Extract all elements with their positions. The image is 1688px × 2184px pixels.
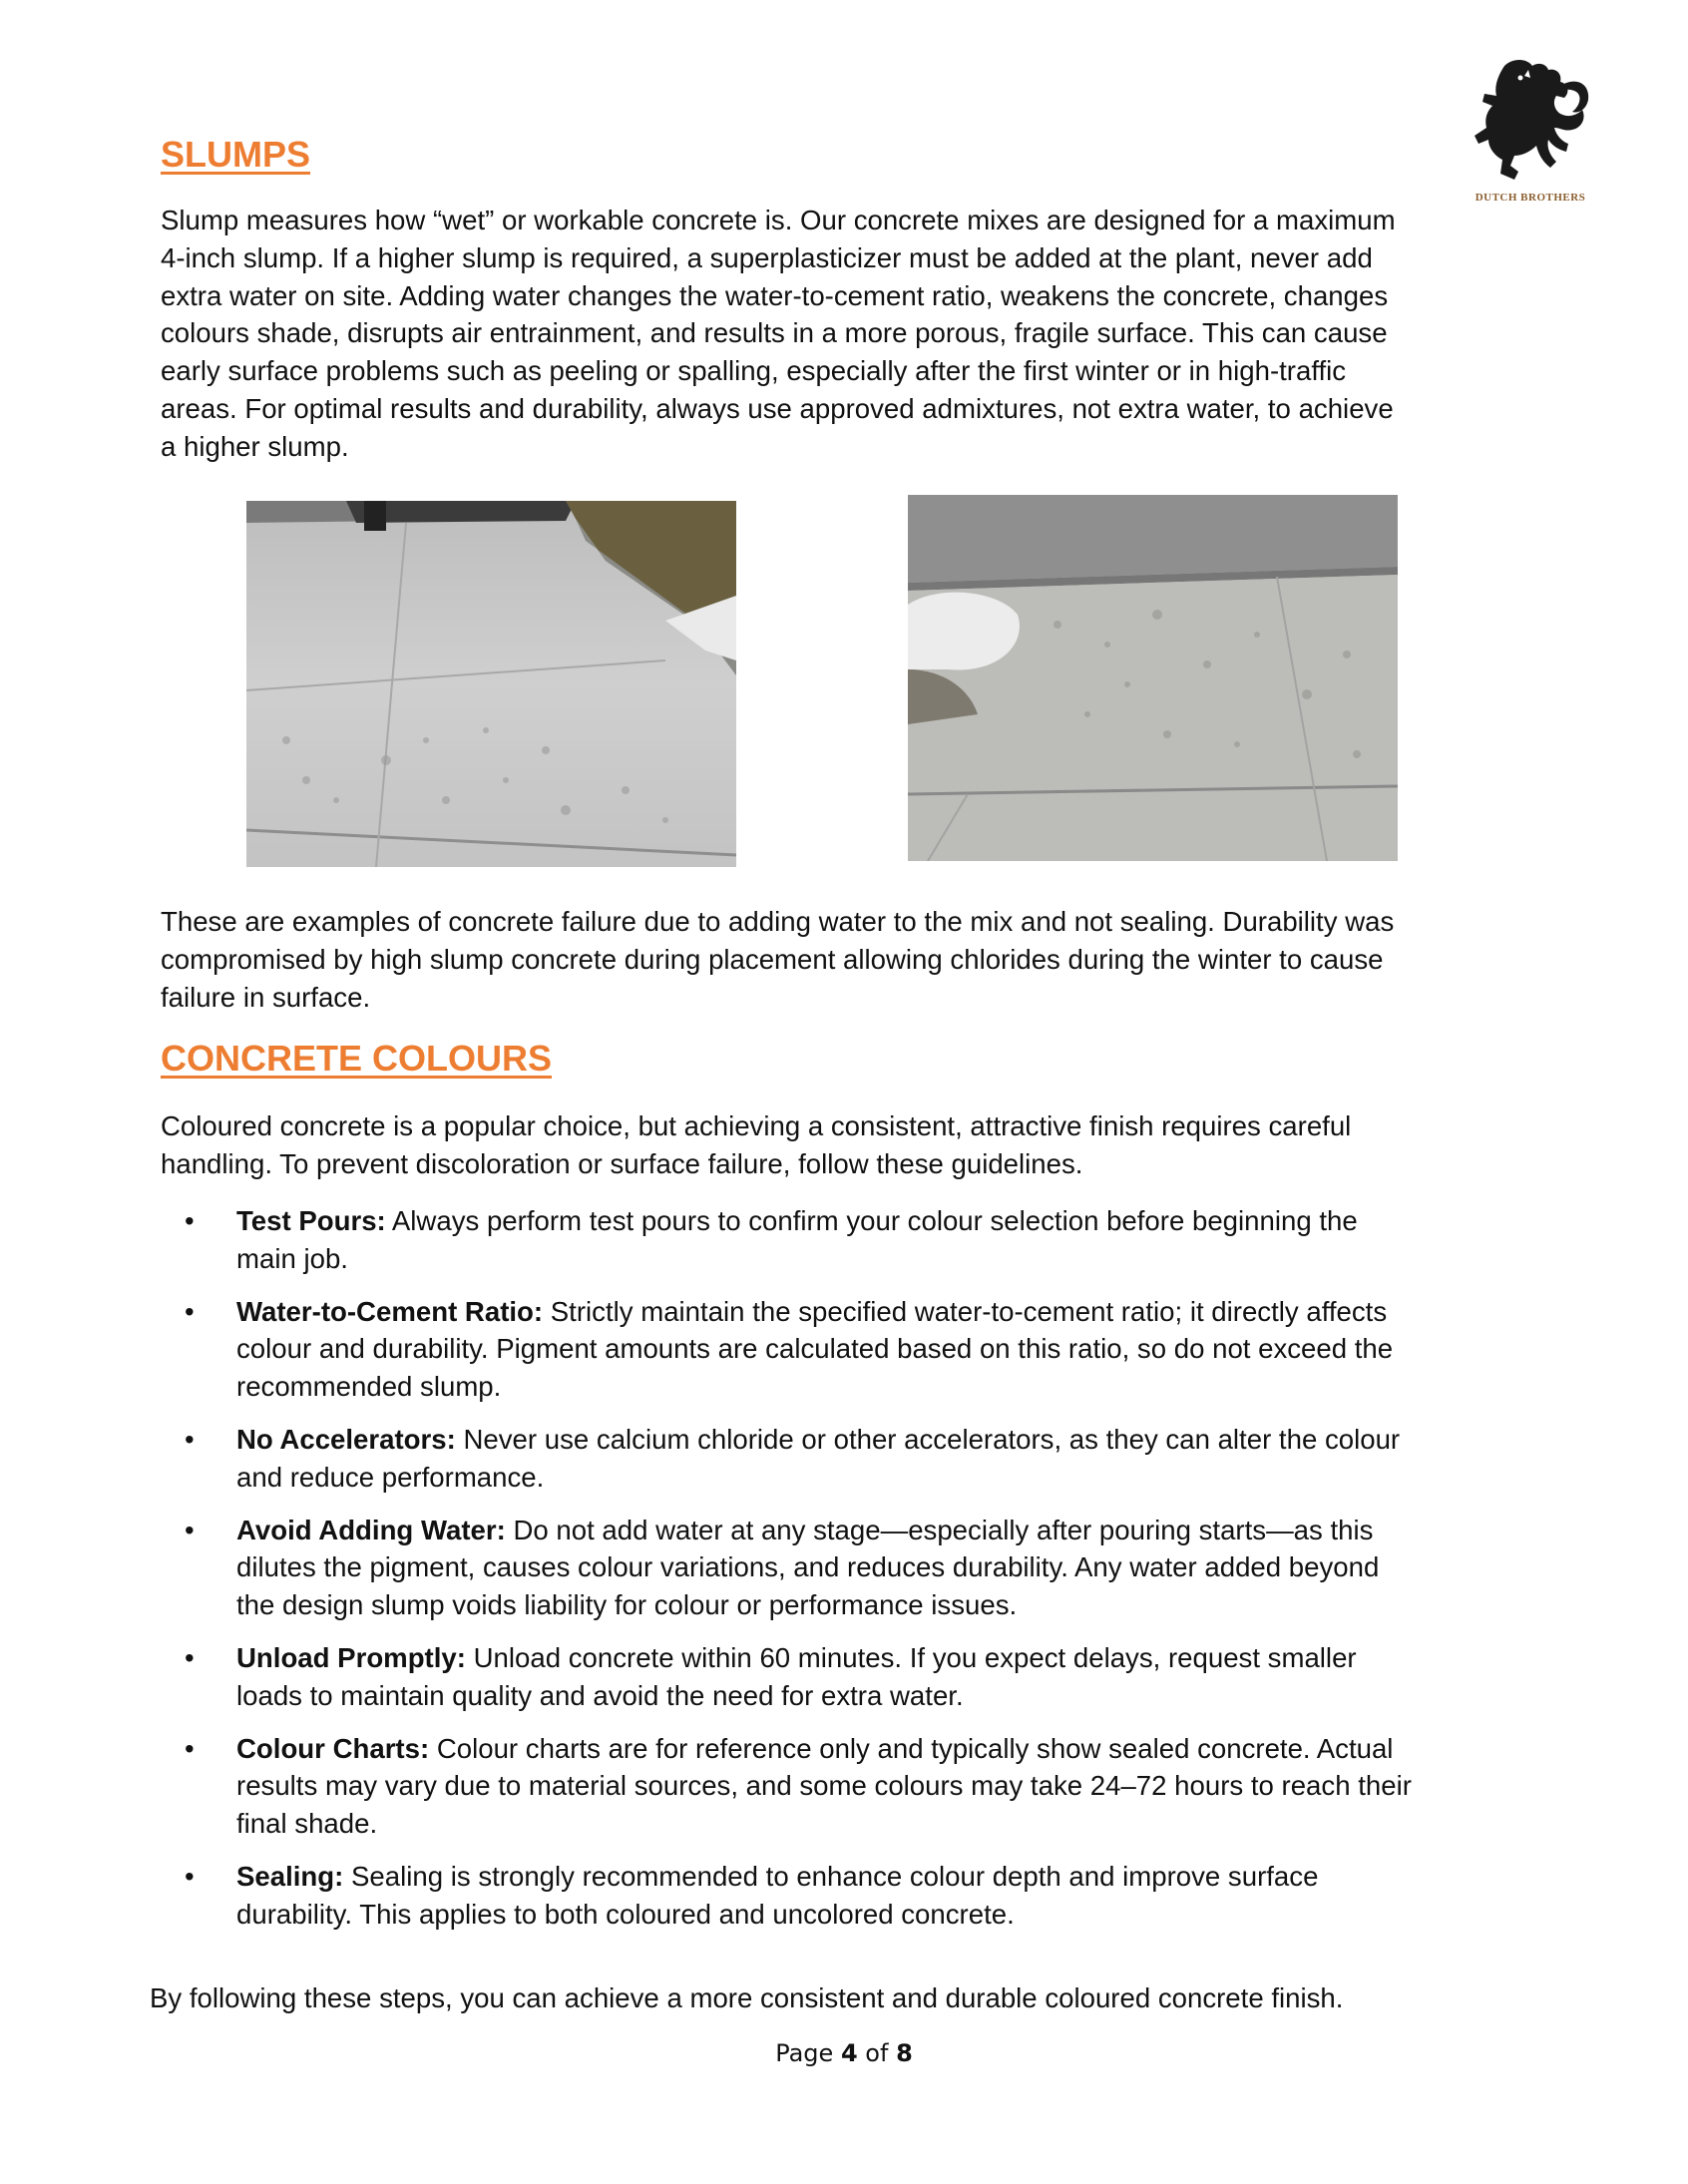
item-text: final shade. [236,1808,378,1840]
guidelines-list-container [161,1202,1557,1949]
guidelines-list [161,1202,1557,1934]
page-total: 8 [896,2039,913,2067]
paragraph-line: compromised by high slump concrete during placement allowing chlorides during the winter to cause [161,943,1384,975]
item-text: results may vary due to material sources, and some colours may take 24–72 hours to reach their [236,1770,1412,1802]
paragraph-line: early surface problems such as peeling or spalling, especially after the first winter or in high-traffic [161,355,1347,387]
item-text: Sealing is strongly recommended to enhance colour depth and improve surface [343,1860,1319,1892]
item-text: recommended slump. [236,1371,502,1403]
paragraph-line: failure in surface. [161,981,371,1013]
slumps-heading: SLUMPS [161,134,311,175]
list-item [161,1858,1557,1934]
slumps-paragraph [161,202,1537,466]
concrete-failure-photo-right [908,495,1398,861]
item-text: Do not add water at any stage—especially after pouring starts—as this [505,1514,1374,1545]
page-of-label: of [865,2039,889,2067]
item-title: Colour Charts: [236,1732,430,1764]
item-text: Always perform test pours to confirm your colour selection before beginning the [385,1205,1358,1236]
paragraph-line: extra water on site. Adding water changes the water-to-cement ratio, weakens the concrete, changes [161,279,1389,311]
page-number: 4 [840,2039,858,2067]
paragraph-line: a higher slump. [161,430,349,462]
item-text: durability. This applies to both coloured and uncolored concrete. [236,1898,1015,1930]
bullet-icon: • [185,1295,195,1327]
paragraph-line: These are examples of concrete failure due to adding water to the mix and not sealing. Durability was [161,906,1395,937]
closing-sentence: By following these steps, you can achieve a more consistent and durable coloured concrete finish. [150,1982,1344,2013]
concrete-colours-heading: CONCRETE COLOURS [161,1038,553,1079]
list-item [161,1512,1557,1624]
paragraph-line: colours shade, disrupts air entrainment, and results in a more porous, fragile surface. This can cause [161,317,1388,349]
item-text: Unload concrete within 60 minutes. If you expect delays, request smaller [465,1641,1357,1673]
paragraph-line: areas. For optimal results and durability, always use approved admixtures, not extra water, to achieve [161,392,1394,424]
list-item [161,1293,1557,1406]
bullet-icon: • [185,1860,195,1892]
company-logo [1465,56,1596,206]
list-item [161,1730,1557,1843]
page-footer [0,2039,1688,2067]
page-label: Page [775,2039,834,2067]
item-text: Strictly maintain the specified water-to-cement ratio; it directly affects [543,1295,1388,1327]
item-text: dilutes the pigment, causes colour variations, and reduces durability. Any water added beyond [236,1551,1380,1583]
driveway-photo-icon [908,495,1398,861]
list-item [161,1421,1557,1497]
item-text: and reduce performance. [236,1461,545,1493]
item-title: Avoid Adding Water: [236,1514,506,1545]
paragraph-line: Coloured concrete is a popular choice, but achieving a consistent, attractive finish requires careful [161,1110,1352,1141]
item-title: Water-to-Cement Ratio: [236,1295,544,1327]
list-item [161,1639,1557,1715]
paragraph-line: handling. To prevent discoloration or surface failure, follow these guidelines. [161,1147,1083,1179]
item-text: Never use calcium chloride or other accelerators, as they can alter the colour [455,1423,1401,1455]
photos-caption [161,903,1557,1016]
bullet-icon: • [185,1205,195,1236]
item-title: Sealing: [236,1860,344,1892]
item-title: Test Pours: [236,1205,386,1236]
concrete-failure-photo-left [246,501,736,867]
item-text: the design slump voids liability for colour or performance issues. [236,1589,1018,1621]
item-text: colour and durability. Pigment amounts are calculated based on this ratio, so do not exceed the [236,1333,1394,1365]
item-text: Colour charts are for reference only and typically show sealed concrete. Actual [429,1732,1394,1764]
bullet-icon: • [185,1423,195,1455]
item-text: main job. [236,1242,348,1274]
bullet-icon: • [185,1514,195,1545]
item-title: No Accelerators: [236,1423,456,1455]
paragraph-line: 4-inch slump. If a higher slump is required, a superplasticizer must be added at the plant, never add [161,241,1373,273]
driveway-photo-icon [246,501,736,867]
colours-intro [161,1107,1557,1183]
bullet-icon: • [185,1732,195,1764]
bullet-icon: • [185,1641,195,1673]
item-text: loads to maintain quality and avoid the need for extra water. [236,1679,964,1711]
item-title: Unload Promptly: [236,1641,466,1673]
logo-wordmark: DUTCH BROTHERS [1475,192,1586,204]
lion-crest-icon [1465,56,1596,186]
paragraph-line: Slump measures how “wet” or workable concrete is. Our concrete mixes are designed for a maximum [161,205,1396,235]
list-item [161,1202,1557,1278]
